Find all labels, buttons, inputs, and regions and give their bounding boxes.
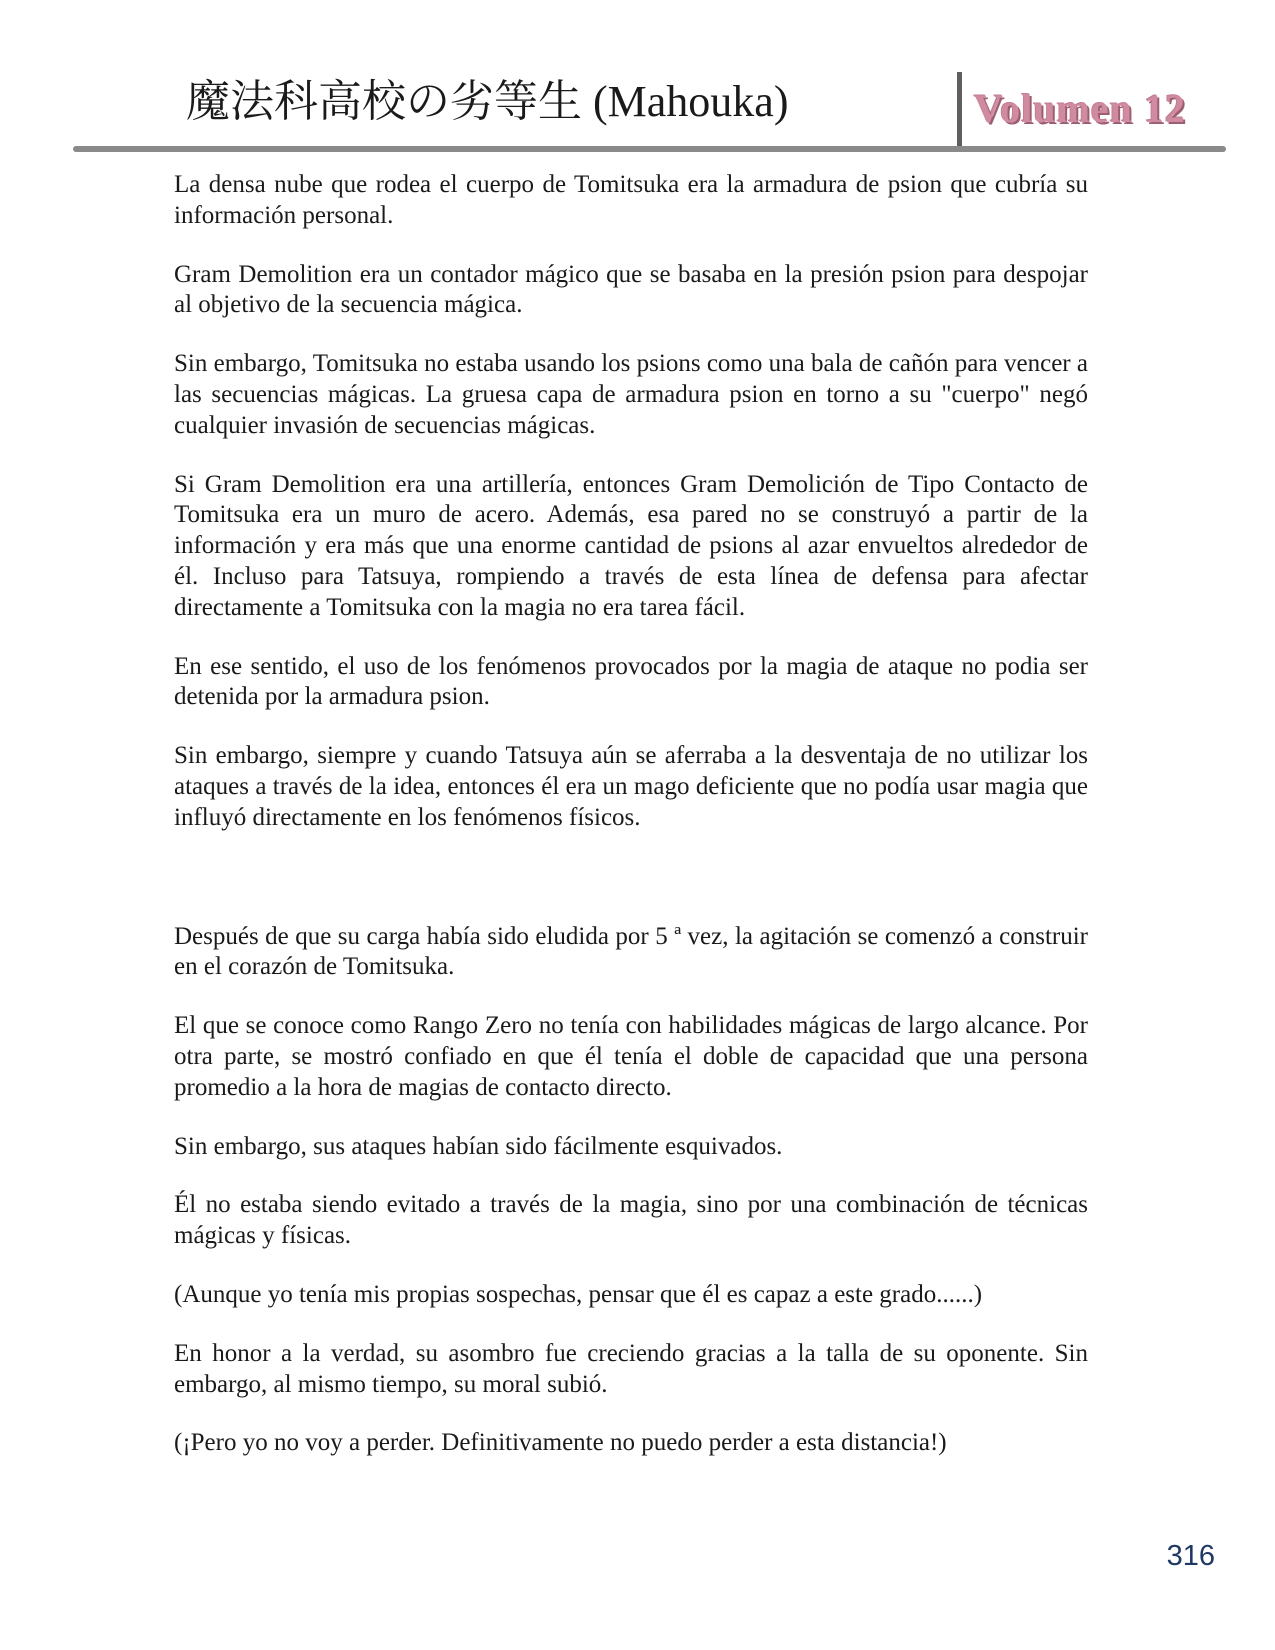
body-paragraph: La densa nube que rodea el cuerpo de Tomitsuka era la armadura de psion que cubría su información personal.	[174, 171, 1088, 229]
body-text-block	[174, 170, 1088, 1487]
body-paragraph: (Aunque yo tenía mis propias sospechas, pensar que él es capaz a este grado......)	[174, 1280, 983, 1308]
body-paragraph: Sin embargo, siempre y cuando Tatsuya aún se aferraba a la desventaja de no utilizar los ataques a través de la idea, entonces él era un mago deficiente que no podía usar magia que influyó directamente en los fenómenos físicos.	[174, 742, 1088, 831]
body-paragraph: Gram Demolition era un contador mágico que se basaba en la presión psion para despojar al objetivo de la secuencia mágica.	[174, 260, 1088, 319]
body-paragraph: Sin embargo, Tomitsuka no estaba usando los psions como una bala de cañón para vencer a las secuencias mágicas. La gruesa capa de armadura psion en torno a su "cuerpo" negó cualquier invasión de secuencias mágicas.	[174, 350, 1088, 439]
page-title: 魔法科高校の劣等生 (Mahouka)	[186, 77, 789, 126]
page-number: 316	[1166, 1540, 1215, 1572]
body-paragraph: Si Gram Demolition era una artillería, entonces Gram Demolición de Tipo Contacto de Tomitsuka era un muro de acero. Además, esa pared no se construyó a partir de la información y era más que una enorme cantidad de psions al azar envueltos alrededor de él. Incluso para Tatsuya, rompiendo a través de esta línea de defensa para afectar directamente a Tomitsuka con la magia no era tarea fácil.	[174, 470, 1088, 621]
body-paragraph: Sin embargo, sus ataques habían sido fácilmente esquivados.	[174, 1132, 783, 1160]
body-paragraph: Después de que su carga había sido eludida por 5 ª vez, la agitación se comenzó a construir en el corazón de Tomitsuka.	[174, 922, 1088, 981]
body-paragraph: En ese sentido, el uso de los fenómenos provocados por la magia de ataque no podia ser detenida por la armadura psion.	[174, 652, 1088, 711]
body-paragraph: El que se conoce como Rango Zero no tenía con habilidades mágicas de largo alcance. Por otra parte, se mostró confiado en que él tenía el doble de capacidad que una persona promedio a la hora de magias de contacto directo.	[174, 1012, 1088, 1101]
header-divider-bar	[957, 72, 962, 148]
body-paragraph: (¡Pero yo no voy a perder. Definitivamente no puedo perder a esta distancia!)	[174, 1429, 947, 1457]
volume-label: Volumen 12	[974, 86, 1186, 131]
body-paragraph: Él no estaba siendo evitado a través de la magia, sino por una combinación de técnicas mágicas y físicas.	[174, 1191, 1088, 1250]
header-horizontal-rule	[73, 146, 1226, 152]
body-paragraph: En honor a la verdad, su asombro fue creciendo gracias a la talla de su oponente. Sin embargo, al mismo tiempo, su moral subió.	[174, 1339, 1088, 1398]
